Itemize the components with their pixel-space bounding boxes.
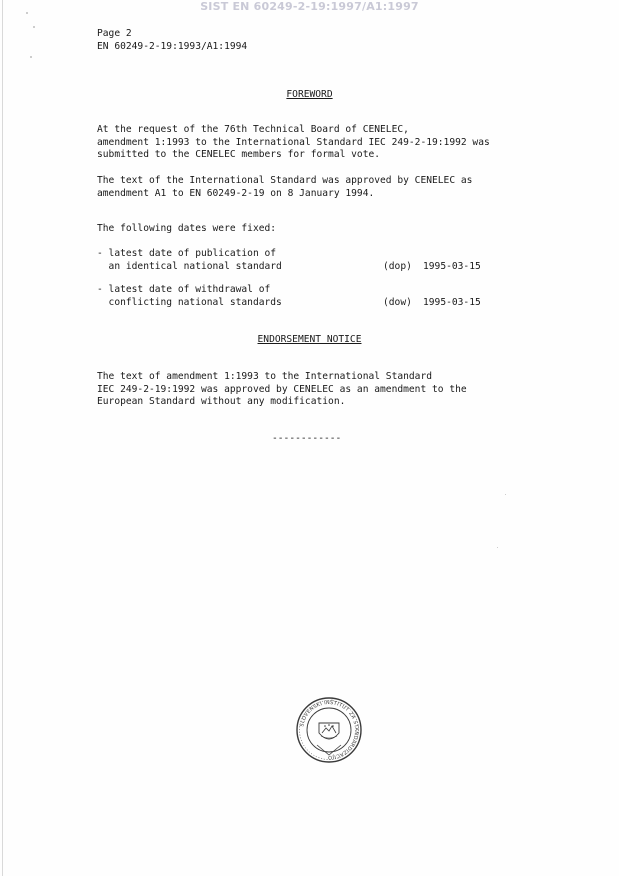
text-line: IEC 249-2-19:1992 was approved by CENELEC as an amendment to the (97, 383, 467, 395)
date-code: (dow) (383, 297, 412, 308)
scan-speck (33, 26, 35, 28)
seal-text: SLOVENSKI INŠTITUT ZA STANDARDIZACIJO (299, 699, 360, 761)
dates-intro: The following dates were fixed: (97, 223, 277, 234)
date-item-dow-line1: - latest date of withdrawal of (97, 284, 271, 295)
endorsement-paragraph (97, 371, 467, 409)
date-item-dop-line1: - latest date of publication of (97, 248, 277, 259)
scan-speck (497, 547, 498, 548)
watermark-header: SIST EN 60249-2-19:1997/A1:1997 (200, 0, 419, 13)
scan-speck (30, 56, 32, 58)
scan-speck (505, 494, 506, 495)
text-line: European Standard without any modification. (97, 396, 346, 408)
official-seal-stamp-icon (295, 695, 363, 765)
foreword-paragraph-2 (97, 175, 472, 200)
endorsement-heading: ENDORSEMENT NOTICE (257, 334, 362, 345)
page-header (97, 28, 247, 53)
text-line: The text of amendment 1:1993 to the International Standard (97, 371, 433, 382)
page-edge-line (2, 0, 3, 876)
text-line: submitted to the CENELEC members for formal vote. (97, 149, 381, 161)
foreword-heading: FOREWORD (286, 89, 333, 100)
text-line: amendment 1:1993 to the International Standard IEC 249-2-19:1992 was (97, 136, 490, 148)
text-line: The text of the International Standard was approved by CENELEC as (97, 175, 473, 186)
page-number: Page 2 (97, 28, 132, 39)
date-item-dow-line2: conflicting national standards (dow) 1995-03-15 (97, 297, 481, 308)
date-value: 1995-03-15 (423, 297, 481, 308)
text-line: At the request of the 76th Technical Board of CENELEC, (97, 124, 409, 135)
document-id: EN 60249-2-19:1993/A1:1994 (97, 40, 248, 52)
end-of-text-divider: ------------ (272, 433, 342, 444)
foreword-paragraph-1 (97, 124, 490, 162)
date-value: 1995-03-15 (423, 261, 481, 272)
date-code: (dop) (383, 261, 412, 272)
text-line: amendment A1 to EN 60249-2-19 on 8 January 1994. (97, 187, 375, 199)
date-item-dop-line2: an identical national standard (dop) 1995-03-15 (97, 261, 481, 272)
